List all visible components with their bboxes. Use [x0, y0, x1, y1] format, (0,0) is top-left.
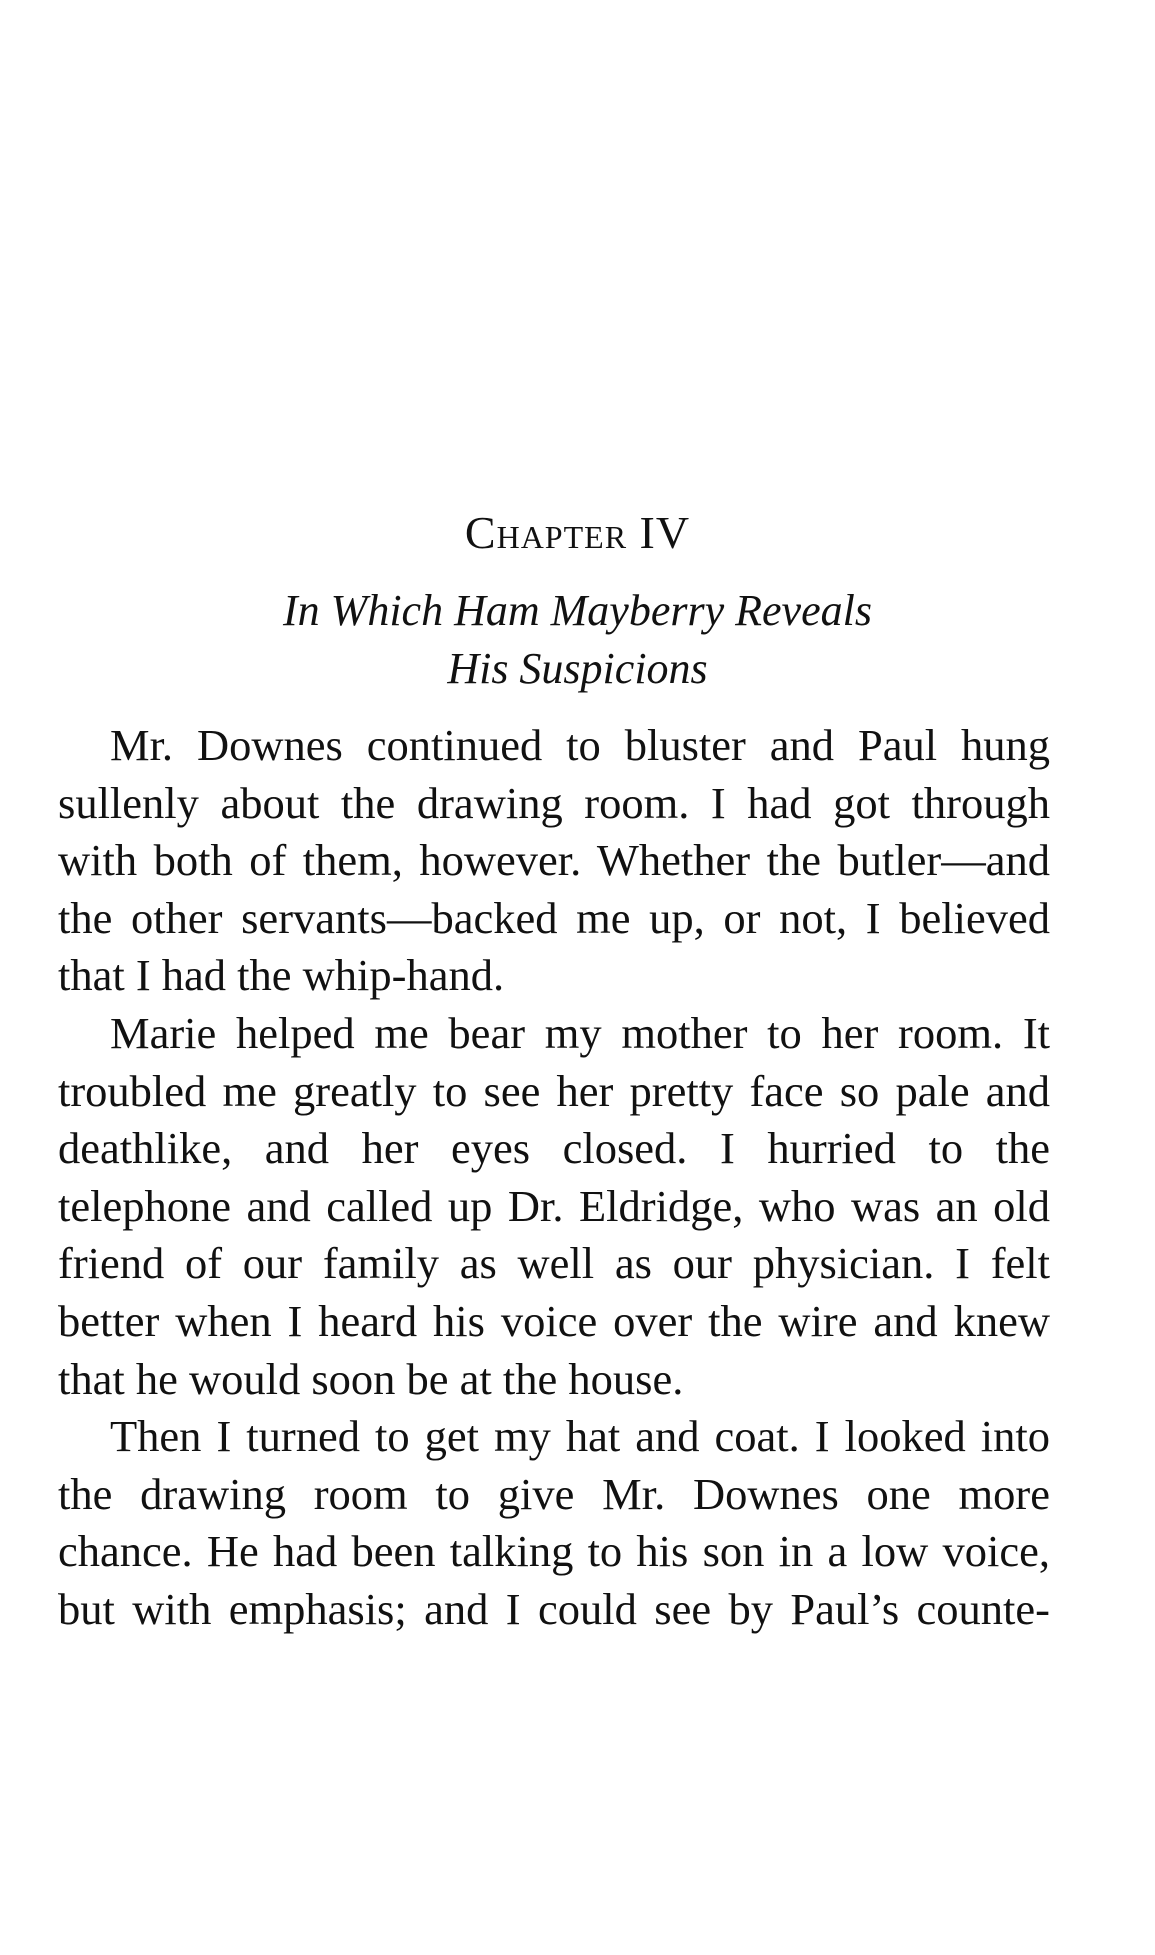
paragraph: Marie helped me bear my mother to her room. It troubled me greatly to see her pretty face so pale and deathlike, and her eyes closed. I hurried to the telephone and called up Dr. Eldridge, who was an old friend of our family as well as our physician. I felt better when I heard his voice over the wire and knew that he would soon be at the house.: [58, 1007, 1050, 1404]
chapter-title-line-1: In Which Ham Mayberry Reveals: [283, 586, 872, 635]
chapter-title-line-2: His Suspicions: [447, 644, 708, 693]
paragraph: Then I turned to get my hat and coat. I looked into the drawing room to give Mr. Downes one more chance. He had been talking to his son in a low voice, but with emphasis; and I could see by Paul’s counte-: [58, 1411, 1050, 1634]
paragraph: Mr. Downes continued to bluster and Paul hung sullenly about the drawing room. I had got through with both of them, however. Whether the butler—and the other servants—backed me up, or not, I believed that I had the whip-hand.: [58, 720, 1050, 1001]
body-text: [58, 717, 1050, 1639]
chapter-number-heading: Chapter IV: [464, 507, 691, 558]
chapter-title: [160, 582, 995, 698]
